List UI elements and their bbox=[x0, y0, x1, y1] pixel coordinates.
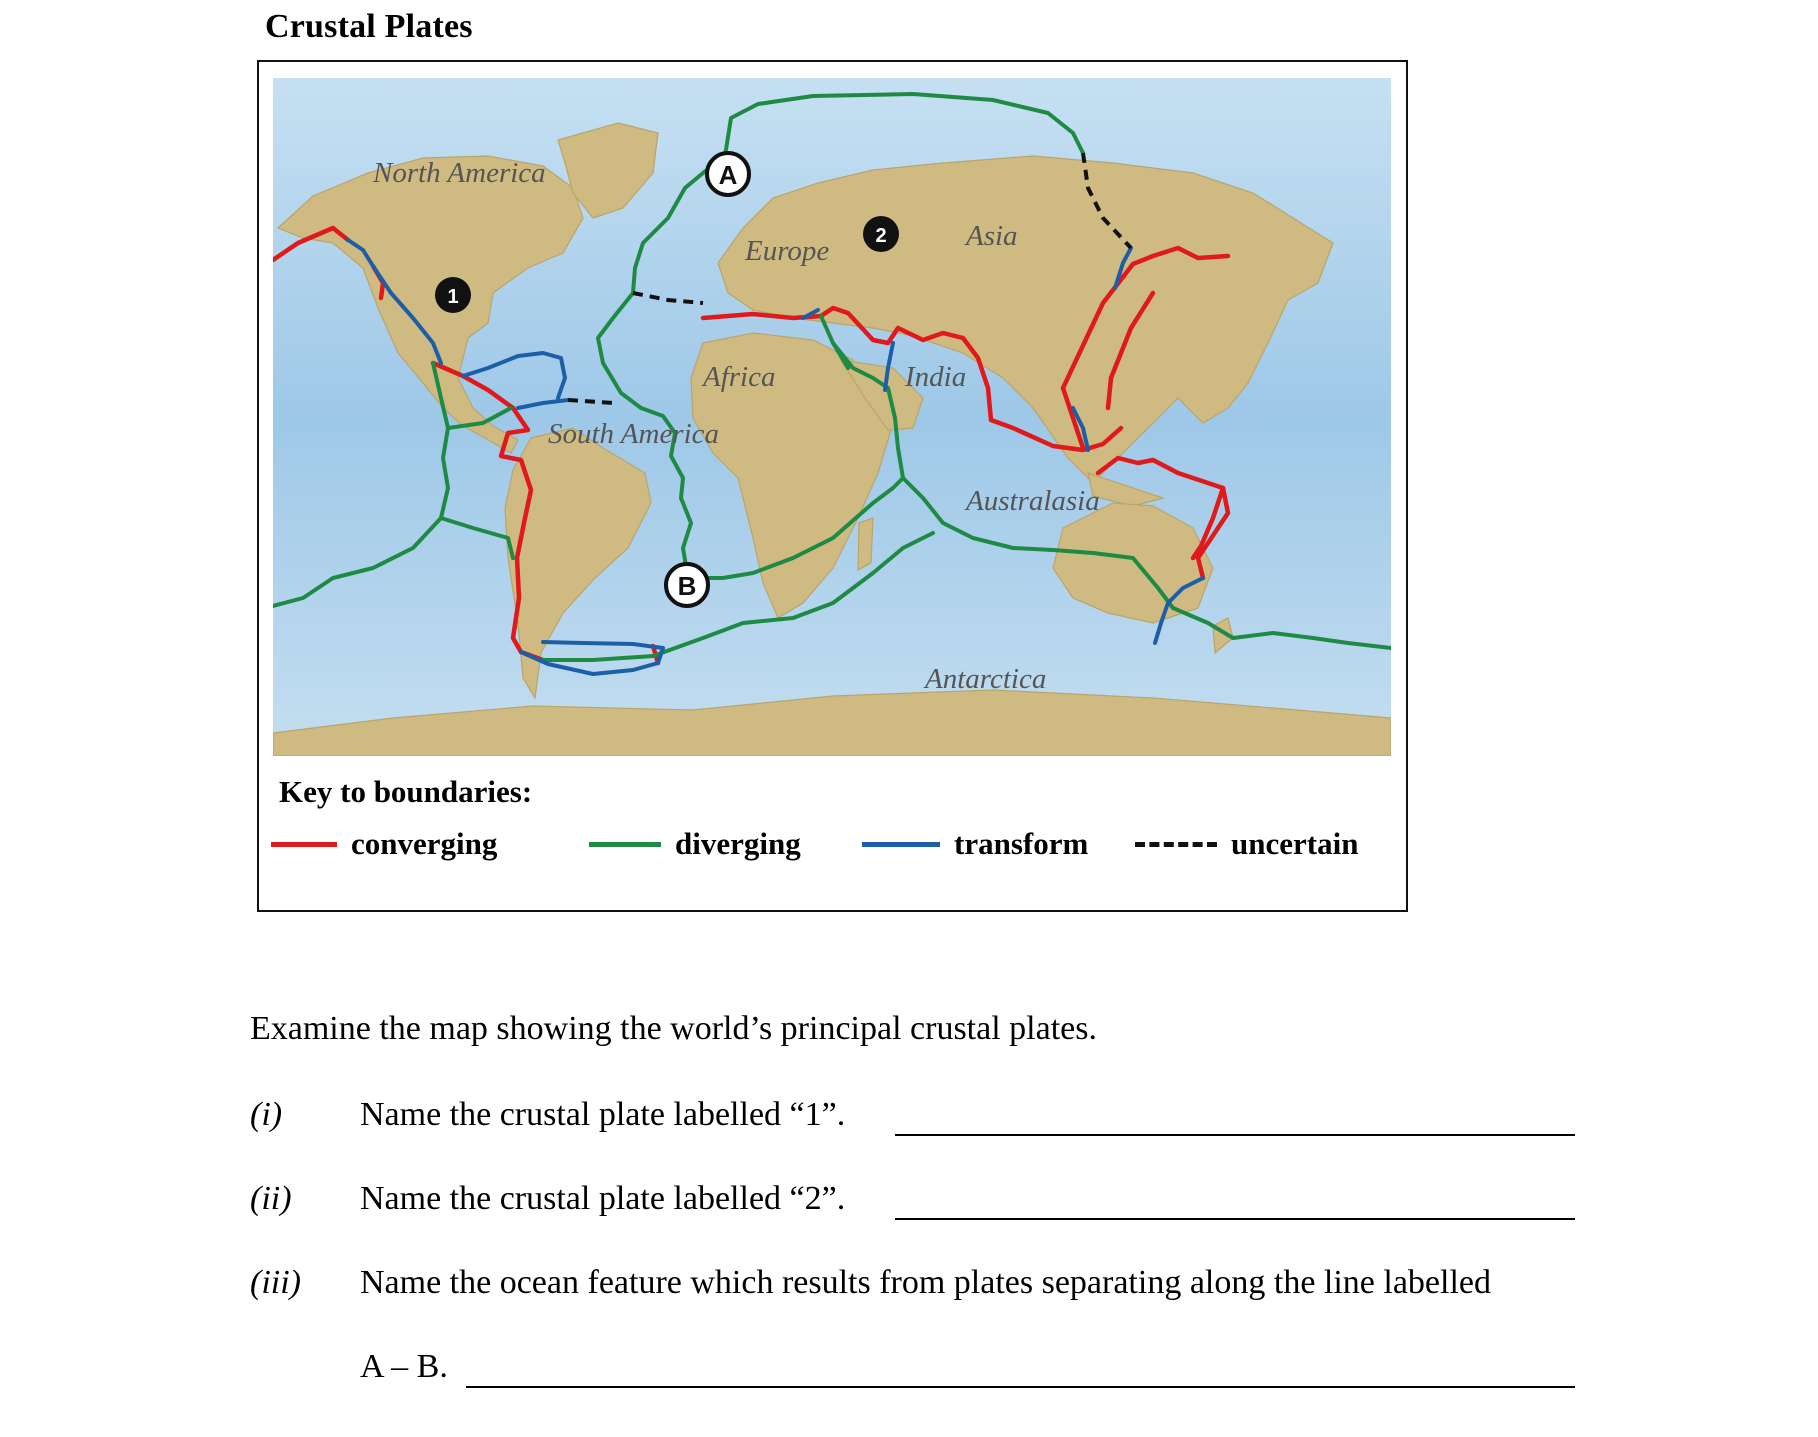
svg-text:1: 1 bbox=[447, 286, 459, 308]
answer-line-i[interactable] bbox=[895, 1134, 1575, 1136]
question-iii-text: Name the ocean feature which results from plates separating along the line labelled bbox=[360, 1264, 1491, 1301]
question-ii-text: Name the crustal plate labelled “2”. bbox=[360, 1180, 846, 1217]
question-i-text: Name the crustal plate labelled “1”. bbox=[360, 1096, 846, 1133]
key-diverging-label: diverging bbox=[675, 826, 801, 861]
key-converging bbox=[271, 824, 497, 864]
label-europe: Europe bbox=[745, 235, 830, 267]
key-transform bbox=[862, 824, 1088, 864]
label-australasia: Australasia bbox=[966, 485, 1100, 517]
label-india: India bbox=[905, 361, 967, 393]
question-iii-continuation-text: A – B. bbox=[360, 1348, 448, 1385]
key-uncertain-label: uncertain bbox=[1231, 826, 1359, 861]
answer-line-ii[interactable] bbox=[895, 1218, 1575, 1220]
point-a-marker bbox=[707, 153, 749, 195]
key-title: Key to boundaries: bbox=[279, 774, 533, 809]
label-antarctica: Antarctica bbox=[925, 663, 1047, 695]
label-africa: Africa bbox=[703, 361, 776, 393]
uncertain-swatch bbox=[1135, 842, 1217, 847]
point-b-marker bbox=[666, 564, 708, 606]
figure-title: Crustal Plates bbox=[265, 8, 473, 45]
diverging-swatch bbox=[589, 842, 661, 847]
world-plate-map bbox=[273, 78, 1391, 756]
plate-1-marker bbox=[435, 277, 471, 313]
svg-text:B: B bbox=[677, 571, 697, 601]
svg-text:A: A bbox=[718, 160, 738, 190]
plate-2-marker bbox=[863, 216, 899, 252]
question-i-number: (i) bbox=[250, 1096, 283, 1133]
key-diverging bbox=[589, 824, 801, 864]
converging-swatch bbox=[271, 842, 337, 847]
question-iii-continuation bbox=[250, 1348, 1590, 1396]
question-ii-number: (ii) bbox=[250, 1180, 292, 1217]
label-south-america: South America bbox=[548, 418, 720, 450]
svg-text:2: 2 bbox=[875, 225, 887, 247]
key-uncertain bbox=[1135, 824, 1358, 864]
question-ii bbox=[250, 1180, 1590, 1228]
key-transform-label: transform bbox=[954, 826, 1089, 861]
label-north-america: North America bbox=[373, 157, 546, 189]
question-i bbox=[250, 1096, 1590, 1144]
label-asia: Asia bbox=[966, 220, 1018, 252]
key-converging-label: converging bbox=[351, 826, 498, 861]
question-iii-number: (iii) bbox=[250, 1264, 301, 1301]
question-intro: Examine the map showing the world’s principal crustal plates. bbox=[250, 1010, 1097, 1047]
madagascar-landmass bbox=[858, 518, 873, 570]
map-figure bbox=[257, 60, 1408, 912]
question-iii bbox=[250, 1264, 1590, 1312]
answer-line-iii[interactable] bbox=[466, 1386, 1575, 1388]
transform-swatch bbox=[862, 842, 940, 847]
